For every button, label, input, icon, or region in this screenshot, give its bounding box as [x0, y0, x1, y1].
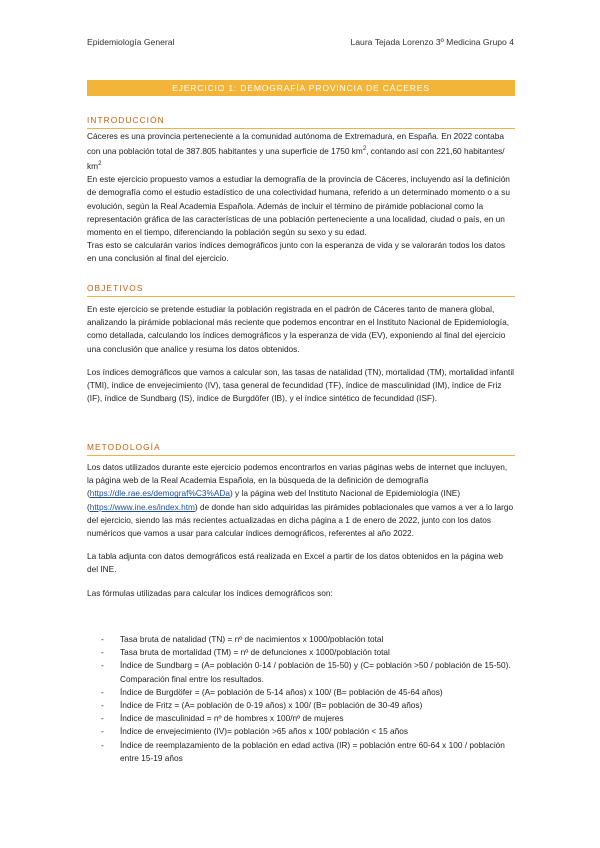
formula-item: - Tasa bruta de mortalidad (TM) = nº de defunciones x 1000/población total	[87, 646, 515, 659]
formula-list	[87, 633, 515, 765]
header-author: Laura Tejada Lorenzo 3º Medicina Grupo 4	[350, 37, 514, 47]
objetivos-body	[87, 303, 515, 405]
metodologia-paragraph-1: Los datos utilizados durante este ejercicio podemos encontrarlos en varias páginas webs de internet que incluyen, la página web de la Real Academia Española, en la búsqueda de la definición de demografía (https://dle.rae.es/demograf%C3%ADa) y la página web del Instituto Nacional de Epidemiología (INE) (https://www.ine.es/index.htm) de donde han sido adquiridas las pirámides poblacionales que vamos a ver a lo largo del ejercicio, siendo las más recientes actualizadas en dicha página a 1 de enero de 2022, junto con los datos numéricos que vamos a usar para calcular índices demográficos, referentes al año 2022.	[87, 462, 514, 539]
introduccion-paragraph-3: Tras esto se calcularán varios índices demográficos junto con la esperanza de vida y se valorarán todos los datos en una conclusión al final del ejercicio.	[87, 240, 505, 264]
introduccion-body	[87, 130, 515, 266]
section-title-introduccion: INTRODUCCIÓN	[87, 115, 515, 129]
metodologia-body	[87, 461, 515, 600]
rae-link[interactable]: https://dle.rae.es/demograf%C3%ADa	[89, 488, 230, 499]
formula-item: - Índice de Sundbarg = (A= población 0-14 / población de 15-50) y (C= población >50 / población de 15-50). Comparación final entre los resultados.	[87, 659, 515, 685]
objetivos-paragraph-2: Los índices demográficos que vamos a calcular son, las tasas de natalidad (TN), mortalidad (TM), mortalidad infantil (TMI), índice de envejecimiento (IV), tasa general de fecundidad (TF), índice de masculinidad (IM), índice de Friz (IF), índice de Sundbarg (IS), índice de Burgdöfer (IB), y el índice sintético de fecundidad (ISF).	[87, 366, 515, 404]
objetivos-paragraph-1: En este ejercicio se pretende estudiar la población registrada en el padrón de Cáceres tanto de manera global, analizando la pirámide poblacional más reciente que podemos encontrar en el Instituto Nacional de Epidemiología, como detallada, calculando los índices demográficos y la esperanza de vida (EV), exponiendo al final del ejercicio una conclusión que analice y resuma los datos obtenidos.	[87, 304, 510, 354]
page-header	[87, 37, 514, 47]
ine-link[interactable]: https://www.ine.es/index.htm	[89, 501, 195, 512]
introduccion-paragraph-1: Cáceres es una provincia perteneciente a la comunidad autónoma de Extremadura, en España. En 2022 contaba con una población total de 387.805 habitantes y una superficie de 1750 $km^2$, contando así con 221,60 habitantes/ $km^2$	[87, 131, 505, 171]
section-title-objetivos: OBJETIVOS	[87, 283, 515, 297]
formula-item: - Índice de envejecimiento (IV)= población >65 años x 100/ población < 15 años	[87, 725, 515, 738]
formula-item: - Índice de Burgdöfer = (A= población de 5-14 años) x 100/ (B= población de 45-64 años)	[87, 686, 515, 699]
introduccion-paragraph-2: En este ejercicio propuesto vamos a estudiar la demografía de la provincia de Cáceres, incluyendo así la definición de demografía como el estudio estadístico de una colectividad humana, referido a un determinado momento o a su evolución, según la Real Academia Española. Además de incluir el término de pirámide poblacional como la representación gráfica de las características de una población perteneciente a una localidad, ciudad o país, en un momento en el tiempo, diferenciando la población según su sexo y su edad.	[87, 174, 510, 237]
header-course: Epidemiología General	[87, 37, 175, 47]
exercise-title-banner: EJERCICIO 1: DEMOGRAFÍA PROVINCIA DE CÁCERES	[87, 80, 515, 96]
formula-item: - Tasa bruta de natalidad (TN) = nº de nacimientos x 1000/población total	[87, 633, 515, 646]
section-title-metodologia: METODOLOGÍA	[87, 442, 515, 456]
metodologia-paragraph-3: Las fórmulas utilizadas para calcular los índices demográficos son:	[87, 587, 333, 598]
formula-item: - Índice de reemplazamiento de la población en edad activa (IR) = población entre 60-64 x 100 / población entre 15-19 años	[87, 739, 515, 765]
metodologia-paragraph-2: La tabla adjunta con datos demográficos está realizada en Excel a partir de los datos obtenidos en la página web del INE.	[87, 551, 504, 575]
formula-item: - Índice de masculinidad = nº de hombres x 100/nº de mujeres	[87, 712, 515, 725]
formula-item: - Índice de Fritz = (A= población de 0-19 años) x 100/ (B= población de 30-49 años)	[87, 699, 515, 712]
